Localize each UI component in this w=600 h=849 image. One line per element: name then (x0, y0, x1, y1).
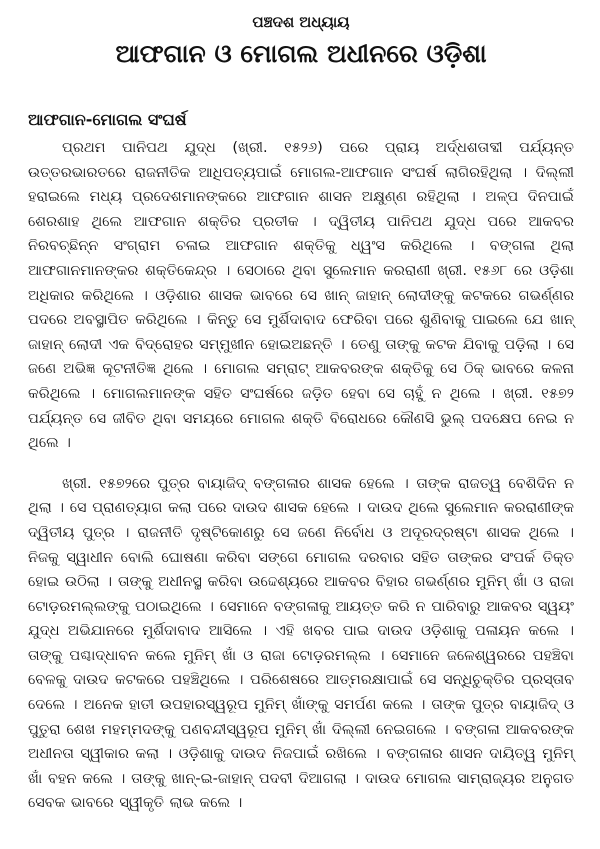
paragraph-1: ପ୍ରଥମ ପାନିପଥ ଯୁଦ୍ଧ (ଖ୍ରୀ. ୧୫୨୬) ପରେ ପ୍ରାୟ ଅର୍ଦ୍ଧଶତାବ୍ଦୀ ପର୍ଯ୍ୟନ୍ତ ଉତ୍ତରଭାରତରେ ରାଜନୀତିକ ଆଧିପତ୍ୟପାଇଁ ମୋଗଲ-ଆଫଗାନ ସଂଘର୍ଷ ଲାଗିରହିଥିଲା । ଦିଲ୍ଲୀ ହରାଇଲେ ମଧ୍ୟ ପ୍ରଦେଶମାନଙ୍କରେ ଆଫଗାନ ଶାସନ ଅକ୍ଷୁଣ୍ଣ ରହିଥିଲା । ଅଳ୍ପ ଦିନପାଇଁ ଶେରଶାହ ଥିଲେ ଆଫଗାନ ଶକ୍ତିର ପ୍ରତୀକ । ଦ୍ୱିତୀୟ ପାନିପଥ ଯୁଦ୍ଧ ପରେ ଆକବର ନିରବଚ୍ଛିନ୍ନ ସଂଗ୍ରାମ ଚଳାଇ ଆଫଗାନ ଶକ୍ତିକୁ ଧ୍ୱଂସ କରିଥିଲେ । ବଙ୍ଗଳା ଥିଲା ଆଫଗାନମାନଙ୍କର ଶକ୍ତିକେନ୍ଦ୍ର । ସେଠାରେ ଥିବା ସୁଲେମାନ କରରାଣୀ ଖ୍ରୀ. ୧୫୬୮ ରେ ଓଡ଼ିଶା ଅଧିକାର କରିଥିଲେ । ଓଡ଼ିଶାର ଶାସକ ଭାବରେ ସେ ଖାନ୍ ଜାହାନ୍ ଲୋଦୀଙ୍କୁ କଟକରେ ଗଭର୍ଣ୍ଣର ପଦରେ ଅବସ୍ଥାପିତ କରିଥିଲେ । କିନ୍ତୁ ସେ ମୁର୍ଶିଦାବାଦ ଫେରିବା ପରେ ଶୁଣିବାକୁ ପାଇଲେ ଯେ ଖାନ୍ ଜାହାନ୍ ଲୋଦୀ ଏକ ବିଦ୍ରୋହର ସମ୍ମୁଖୀନ ହୋଇଅଛନ୍ତି । ତେଣୁ ତାଙ୍କୁ କଟକ ଯିବାକୁ ପଡ଼ିଲା । ସେ ଜଣେ ଅଭିଜ୍ଞ କୂଟନୀତିଜ୍ଞ ଥିଲେ । ମୋଗଲ ସମ୍ରାଟ୍ ଆକବରଙ୍କ ଶକ୍ତିକୁ ସେ ଠିକ୍ ଭାବରେ କଳନା କରିଥିଲେ । ମୋଗଲମାନଙ୍କ ସହିତ ସଂଘର୍ଷରେ ଜଡ଼ିତ ହେବା ସେ ଚାହୁଁ ନ ଥିଲେ । ଖ୍ରୀ. ୧୫୭୨ ପର୍ଯ୍ୟନ୍ତ ସେ ଜୀବିତ ଥିବା ସମୟରେ ମୋଗଲ ଶକ୍ତି ବିରୋଧରେ କୌଣସି ଭୁଲ୍ ପଦକ୍ଷେପ ନେଇ ନ ଥିଲେ । (28, 140, 574, 452)
chapter-label: ପଞ୍ଚଦଶ ଅଧ୍ୟାୟ (252, 13, 350, 31)
chapter-title: ଆଫଗାନ ଓ ମୋଗଲ ଅଧୀନରେ ଓଡ଼ିଶା (115, 39, 487, 68)
paragraph-2: ଖ୍ରୀ. ୧୫୭୨ରେ ପୁତ୍ର ବାୟାଜିଦ୍ ବଙ୍ଗଳାର ଶାସକ ହେଲେ । ତାଙ୍କ ରାଜତ୍ୱ ବେଶିଦିନ ନ ଥିଲା । ସେ ପ୍ରାଣତ୍ୟାଗ କଲା ପରେ ଦାଉଦ ଶାସକ ହେଲେ । ଦାଉଦ ଥିଲେ ସୁଲେମାନ କରରାଣୀଙ୍କ ଦ୍ୱିତୀୟ ପୁତ୍ର । ରାଜନୀତି ଦୃଷ୍ଟିକୋଣରୁ ସେ ଜଣେ ନିର୍ବୋଧ ଓ ଅଦୂରଦ୍ରଷ୍ଟା ଶାସକ ଥିଲେ । ନିଜକୁ ସ୍ୱାଧୀନ ବୋଲି ଘୋଷଣା କରିବା ସଙ୍ଗେ ମୋଗଲ ଦରବାର ସହିତ ତାଙ୍କର ସଂପର୍କ ତିକ୍ତ ହୋଇ ଉଠିଲା । ତାଙ୍କୁ ଅଧୀନସ୍ଥ କରିବା ଉଦ୍ଦେଶ୍ୟରେ ଆକବର ବିହାର ଗଭର୍ଣ୍ଣର ମୁନିମ୍ ଖାଁ ଓ ରାଜା ଟୋଡ଼ରମଲ୍ଲଙ୍କୁ ପଠାଇଥିଲେ । ସେମାନେ ବଙ୍ଗଳାକୁ ଆୟତ୍ତ କରି ନ ପାରିବାରୁ ଆକବର ସ୍ୱୟଂ ଯୁଦ୍ଧ ଅଭିଯାନରେ ମୁର୍ଶିଦାବାଦ ଆସିଲେ । ଏହି ଖବର ପାଇ ଦାଉଦ ଓଡ଼ିଶାକୁ ପଳାୟନ କଲେ । ତାଙ୍କୁ ପଶ୍ଚାଦ୍ଧାବନ କଲେ ମୁନିମ୍ ଖାଁ ଓ ରାଜା ଟୋଡ଼ରମଲ୍ଲ । ସେମାନେ ଜଳେଶ୍ୱରରେ ପହଞ୍ଚିବା ବେଳକୁ ଦାଉଦ କଟକରେ ପହଞ୍ଚିଥିଲେ । ପରିଶେଷରେ ଆତ୍ମରକ୍ଷାପାଇଁ ସେ ସନ୍ଧିଚୁକ୍ତିର ପ୍ରସ୍ତାବ ଦେଲେ । ଅନେକ ହାତୀ ଉପହାରସ୍ୱରୂପ ମୁନିମ୍ ଖାଁଙ୍କୁ ସମର୍ପଣ କଲେ । ତାଙ୍କ ପୁତ୍ର ବାୟାଜିଦ୍ ଓ ପୁତୁରା ଶେଖ ମହମ୍ମଦଙ୍କୁ ପଣବନ୍ଦୀସ୍ୱରୂପ ମୁନିମ୍ ଖାଁ ଦିଲ୍ଲୀ ନେଇଗଲେ । ବଙ୍ଗଳା ଆକବରଙ୍କ ଅଧୀନତା ସ୍ୱୀକାର କଲା । ଓଡ଼ିଶାକୁ ଦାଉଦ ନିଜପାଇଁ ରଖିଲେ । ବଙ୍ଗଳାର ଶାସନ ଦାୟିତ୍ୱ ମୁନିମ୍ ଖାଁ ବହନ କଲେ । ତାଙ୍କୁ ଖାନ୍-ଇ-ଜାହାନ୍ ପଦବୀ ଦିଆଗଲା । ଦାଉଦ ମୋଗଲ ସାମ୍ରାଜ୍ୟର ଅନୁଗତ ସେବକ ଭାବରେ ସ୍ୱୀକୃତି ଲାଭ କଲେ । (28, 475, 574, 812)
section-heading: ଆଫଗାନ-ମୋଗଲ ସଂଘର୍ଷ (28, 110, 187, 129)
